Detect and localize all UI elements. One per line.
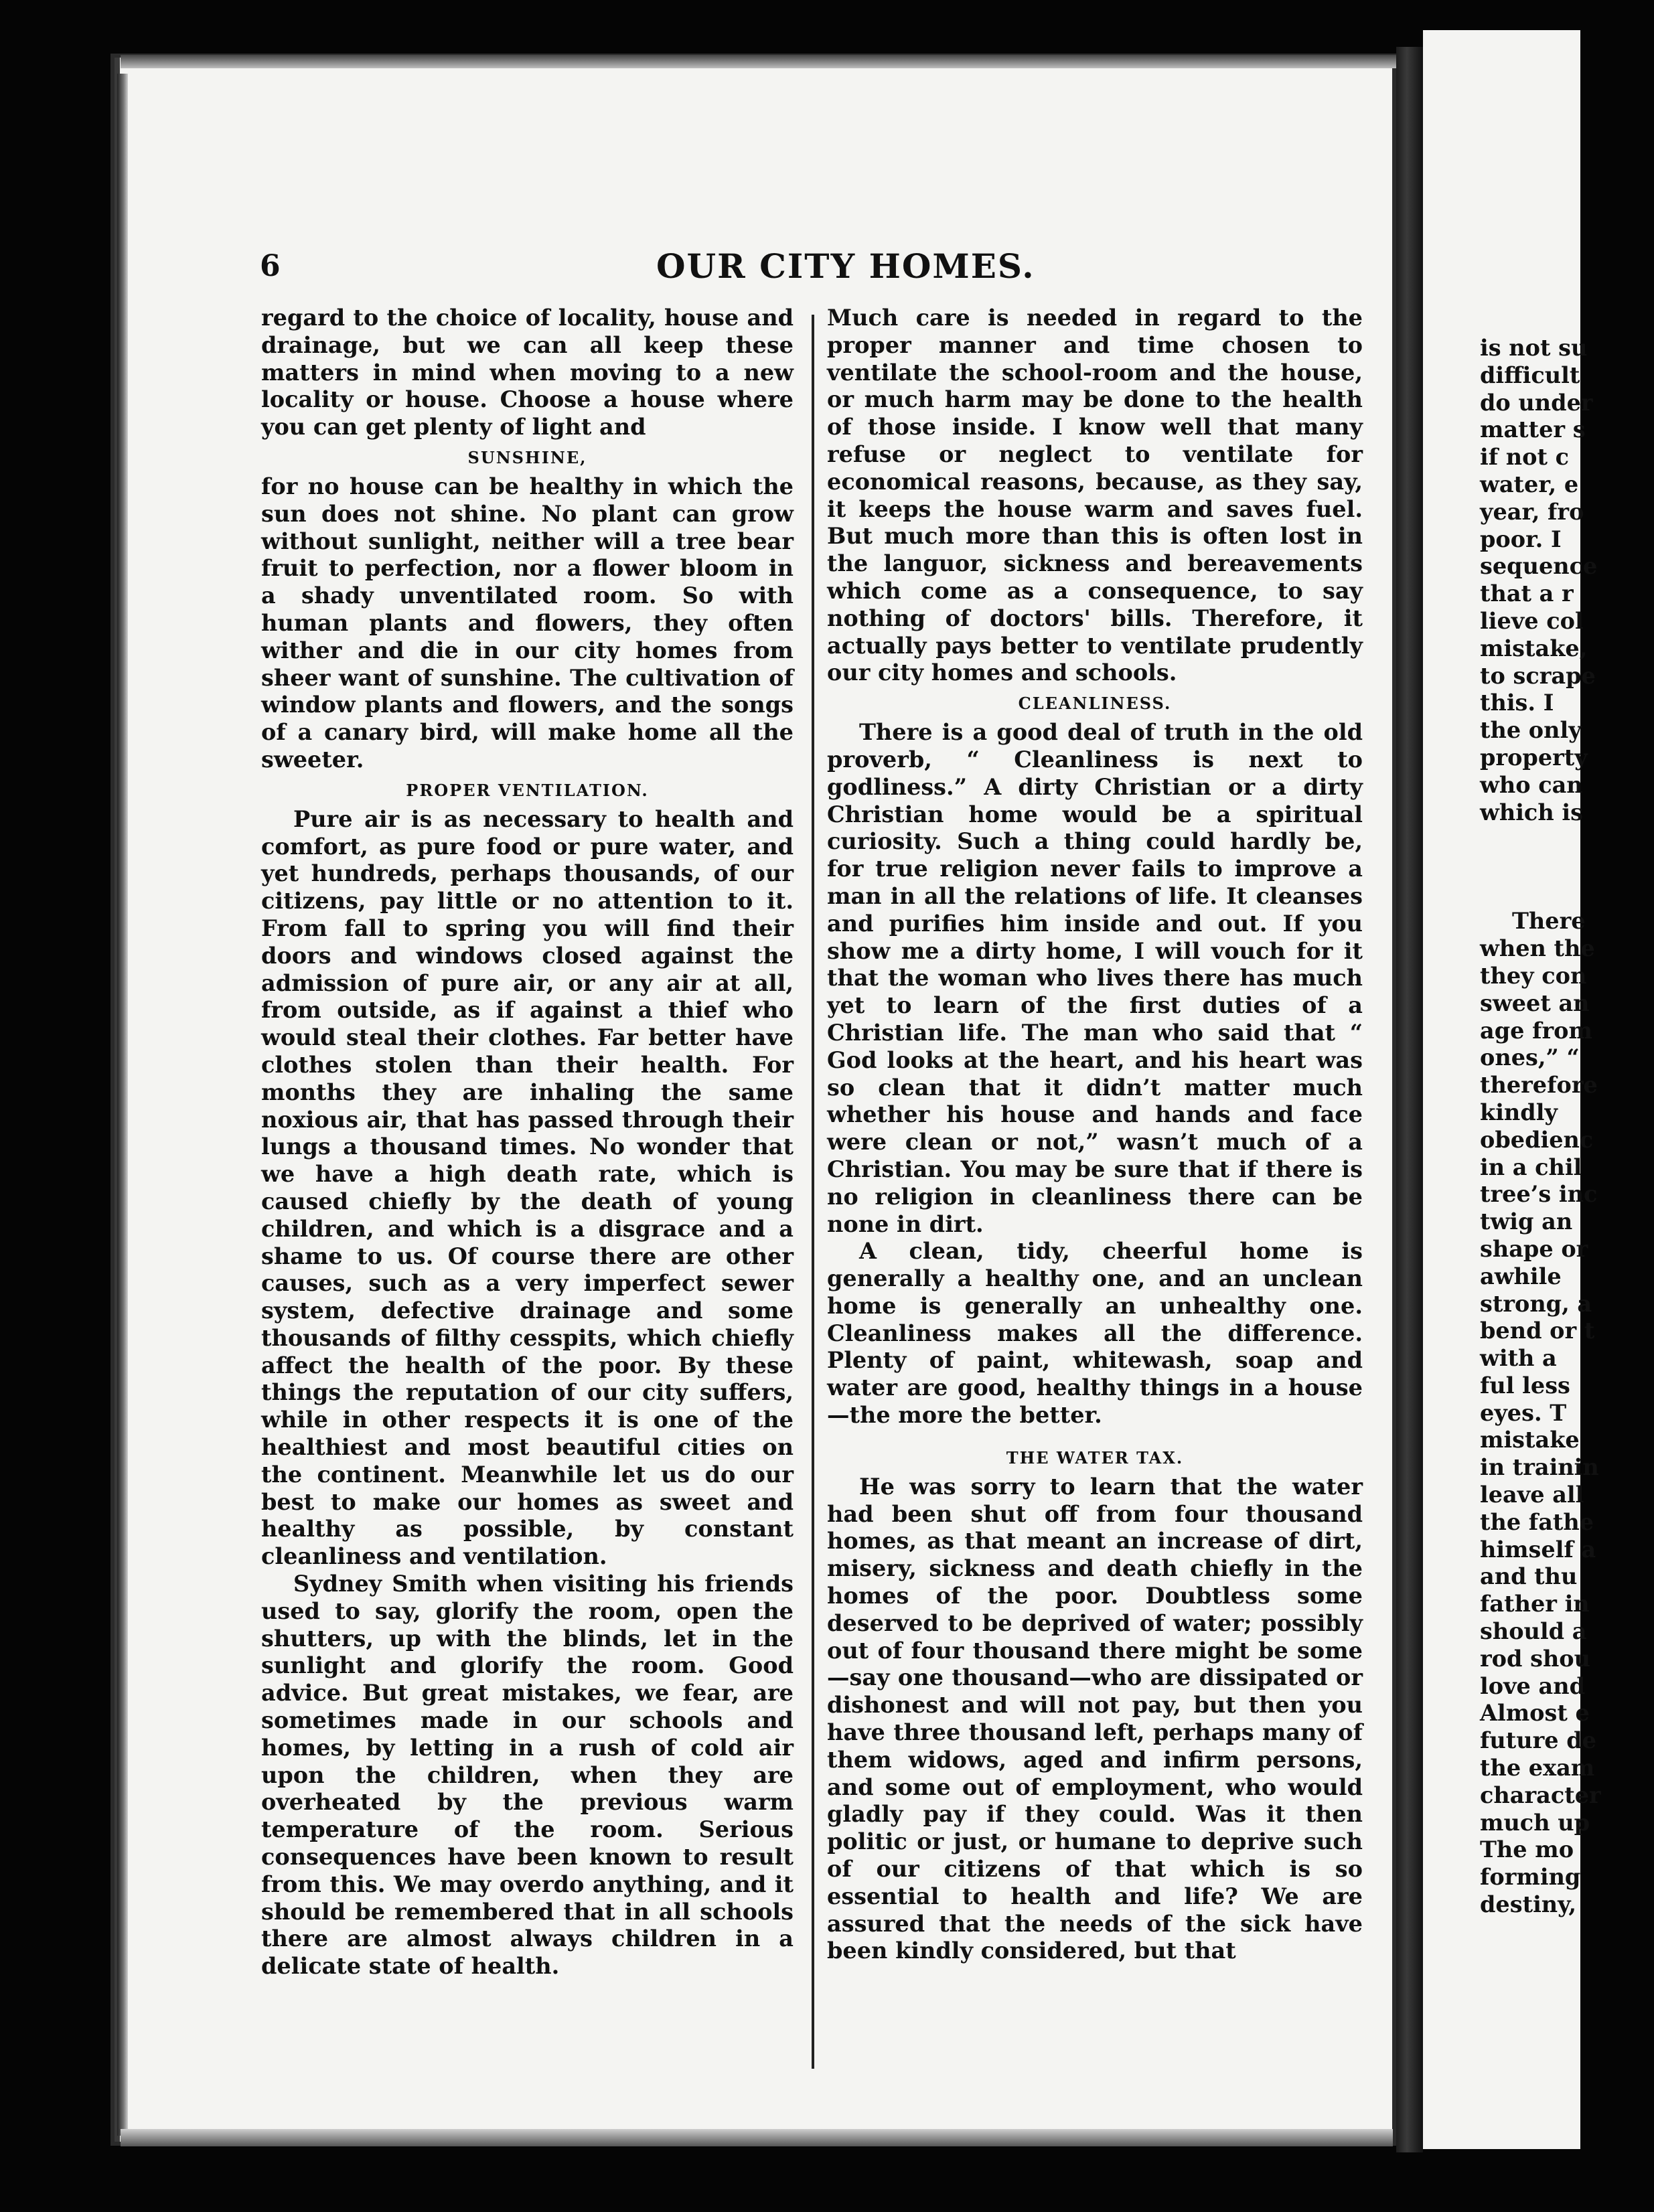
water-tax-paragraph: He was sorry to learn that the water had been shut off from four thousand homes, as that meant an increase of dirt, misery, sickness and death chiefly in the homes of the poor. Doubtless some deserved to be deprived of water; possibly out of four thousand there might be some—say one thousand—who are dissipated or dishonest and will not pay, but then you have three thousand left, perhaps many of them widows, aged and infirm persons, and some out of employment, who would gladly pay if they could. Was it then politic or just, or humane to deprive such of our citizens of that which is so essential to health and life? We are assured that the needs of the sick have been kindly considered, but that xyxy=(827,1473,1363,1964)
facing-page-line: mistake xyxy=(1480,1427,1580,1453)
facing-page-line: do under xyxy=(1480,389,1593,416)
facing-page-line: this. I xyxy=(1480,690,1554,716)
facing-page-line: should a xyxy=(1480,1618,1587,1645)
facing-page-line: father in xyxy=(1480,1591,1590,1617)
facing-page-line: the exam xyxy=(1480,1755,1595,1782)
sunshine-paragraph: for no house can be healthy in which the sun does not shine. No plant can grow without sunlight, neither will a tree bear fruit to perfection, nor a flower bloom in a shady unventilated room. So with human plants and flowers, they often wither and die in our city homes from sheer want of sunshine. The cultivation of window plants and flowers, and the songs of a canary bird, will make home all the sweeter. xyxy=(261,473,794,773)
facing-page-line: which is xyxy=(1480,799,1583,825)
page-edge-left xyxy=(117,74,128,2136)
facing-page-line: poor. I xyxy=(1480,526,1562,552)
facing-page-line: The mo xyxy=(1480,1836,1574,1863)
facing-page-line: eyes. T xyxy=(1480,1399,1567,1426)
facing-page-line: matter s xyxy=(1480,416,1586,443)
right-column xyxy=(827,305,1363,1965)
facing-page-line: destiny, xyxy=(1480,1891,1577,1918)
facing-page-line: if not c xyxy=(1480,444,1570,471)
facing-page-line: water, e xyxy=(1480,471,1579,497)
heading-proper-ventilation: PROPER VENTILATION. xyxy=(406,780,649,800)
facing-page-line: kindly xyxy=(1480,1099,1558,1125)
facing-page-line: and thu xyxy=(1480,1563,1578,1590)
facing-page-line: with a xyxy=(1480,1345,1557,1372)
intro-paragraph: regard to the choice of locality, house and drainage, but we can all keep these matters in mind when moving to a new locality or house. Choose a house where you can get plenty of light and xyxy=(261,305,794,441)
facing-page-line: himself a xyxy=(1480,1536,1596,1563)
page-edge-bottom xyxy=(121,2129,1393,2146)
facing-page-line: tree’s inc xyxy=(1480,1181,1598,1208)
facing-page-line: property xyxy=(1480,744,1588,771)
facing-page-line: ones,” “ xyxy=(1480,1044,1580,1071)
facing-page-line: twig an xyxy=(1480,1208,1573,1235)
running-head-title: OUR CITY HOMES. xyxy=(656,246,1035,286)
facing-page-line: awhile xyxy=(1480,1263,1562,1289)
facing-page-line: age from xyxy=(1480,1017,1592,1044)
facing-page-lines-b xyxy=(1480,908,1654,1918)
facing-page-lines-a xyxy=(1480,335,1654,826)
facing-page-line: in a chil xyxy=(1480,1154,1582,1180)
column-rule xyxy=(812,315,814,2069)
facing-page-line: that a r xyxy=(1480,580,1574,607)
facing-page-line: who can xyxy=(1480,771,1583,798)
facing-page-line: much up xyxy=(1480,1809,1590,1836)
facing-page-line: difficult xyxy=(1480,362,1580,388)
facing-page-line: the fathe xyxy=(1480,1508,1594,1535)
cleanliness-paragraph-2: A clean, tidy, cheerful home is generally a healthy one, and an unclean home is generally an unhealthy one. Cleanliness makes all the difference. Plenty of paint, whitewash, soap and water are good, healthy things in a house—the more the better. xyxy=(827,1238,1363,1429)
facing-page-line: Almost e xyxy=(1480,1700,1590,1727)
ventilation-continuation: Much care is needed in regard to the proper manner and time chosen to ventilate the school-room and the house, or much harm may be done to the health of those inside. I know well that many refuse or neglect to ventilate for economical reasons, because, as they say, it keeps the house warm and saves fuel. But much more than this is often lost in the languor, sickness and bereavements which come as a consequence, to say nothing of doctors' bills. Therefore, it actually pays better to ventilate prudently our city homes and schools. xyxy=(827,305,1363,686)
facing-page-line: lieve col xyxy=(1480,607,1584,634)
facing-page-line: ful less xyxy=(1480,1372,1570,1399)
facing-page-line: in trainin xyxy=(1480,1454,1599,1481)
facing-page-line: bend or t xyxy=(1480,1318,1595,1344)
facing-page-line: love and xyxy=(1480,1672,1585,1699)
facing-page-line: sweet an xyxy=(1480,990,1590,1016)
heading-water-tax: THE WATER TAX. xyxy=(1006,1447,1184,1468)
facing-page-column xyxy=(1480,335,1654,1919)
facing-page-line: year, fro xyxy=(1480,498,1584,525)
facing-page-line: mistake, xyxy=(1480,635,1588,661)
facing-page-line: leave all xyxy=(1480,1482,1584,1508)
facing-page-line: future de xyxy=(1480,1727,1596,1754)
cleanliness-paragraph-1: There is a good deal of truth in the old proverb, “ Cleanliness is next to godliness.” A dirty Christian or a dirty Christian home would be a spiritual curiosity. Such a thing could hardly be, for true religion never fails to improve a man in all the relations of life. It cleanses and purifies him inside and out. If you show me a dirty home, I will vouch for it that the woman who lives there has much yet to learn of the first duties of a Christian life. The man who said that “ God looks at the heart, and his heart was so clean that it didn’t matter much whether his house and hands and face were clean or not,” wasn’t much of a Christian. You may be sure that if there is no religion in cleanliness there can be none in dirt. xyxy=(827,719,1363,1237)
facing-page-line: to scrape xyxy=(1480,662,1596,689)
facing-page-line: therefore xyxy=(1480,1072,1598,1099)
left-column xyxy=(261,305,794,1980)
ventilation-paragraph-1: Pure air is as necessary to health and comfort, as pure food or pure water, and yet hundreds, perhaps thousands, of our citizens, pay little or no attention to it. From fall to spring you will find their doors and windows closed against the admission of pure air, or any air at all, from outside, as if against a thief who would steal their clothes. Far better have clothes stolen than their health. For months they are inhaling the same noxious air, that has passed through their lungs a thousand times. No wonder that we have a high death rate, which is caused chiefly by the death of young children, and which is a disgrace and a shame to us. Of course there are other causes, such as a very imperfect sewer system, defective drainage and some thousands of filthy cesspits, which chiefly affect the health of the poor. By these things the reputation of our city suffers, while in other respects it is one of the healthiest and most beautiful cities on the continent. Meanwhile let us do our best to make our homes as sweet and healthy as possible, by constant cleanliness and ventilation. xyxy=(261,805,794,1570)
book-gutter xyxy=(1396,47,1423,2152)
facing-page-line: they con xyxy=(1480,962,1587,989)
facing-page xyxy=(1423,30,1601,2149)
heading-cleanliness: CLEANLINESS. xyxy=(1018,694,1172,714)
page-edge-top xyxy=(121,55,1396,68)
facing-page-line: shape or xyxy=(1480,1235,1588,1262)
facing-page-line: There xyxy=(1512,908,1586,935)
facing-page-line: forming xyxy=(1480,1864,1581,1891)
facing-page-line: is not su xyxy=(1480,335,1588,361)
facing-page-line: character xyxy=(1480,1782,1601,1808)
heading-sunshine: SUNSHINE, xyxy=(467,447,587,467)
facing-page-line: rod shou xyxy=(1480,1645,1590,1672)
facing-page-line: the only xyxy=(1480,717,1582,744)
ventilation-paragraph-2: Sydney Smith when visiting his friends used to say, glorify the room, open the shutters, up with the blinds, let in the sunlight and glorify the room. Good advice. But great mistakes, we fear, are sometimes made in our schools and homes, by letting in a rush of cold air upon the children, when they are overheated by the previous warm temperature of the room. Serious consequences have been known to result from this. We may overdo anything, and it should be remembered that in all schools there are almost always children in a delicate state of health. xyxy=(261,1571,794,1980)
facing-page-line: when the xyxy=(1480,935,1595,962)
facing-page-line: strong, a xyxy=(1480,1290,1592,1317)
page-number: 6 xyxy=(260,249,281,283)
facing-page-gap xyxy=(1480,826,1654,908)
facing-page-line: obedienc xyxy=(1480,1126,1594,1153)
facing-page-line: sequence xyxy=(1480,553,1598,580)
